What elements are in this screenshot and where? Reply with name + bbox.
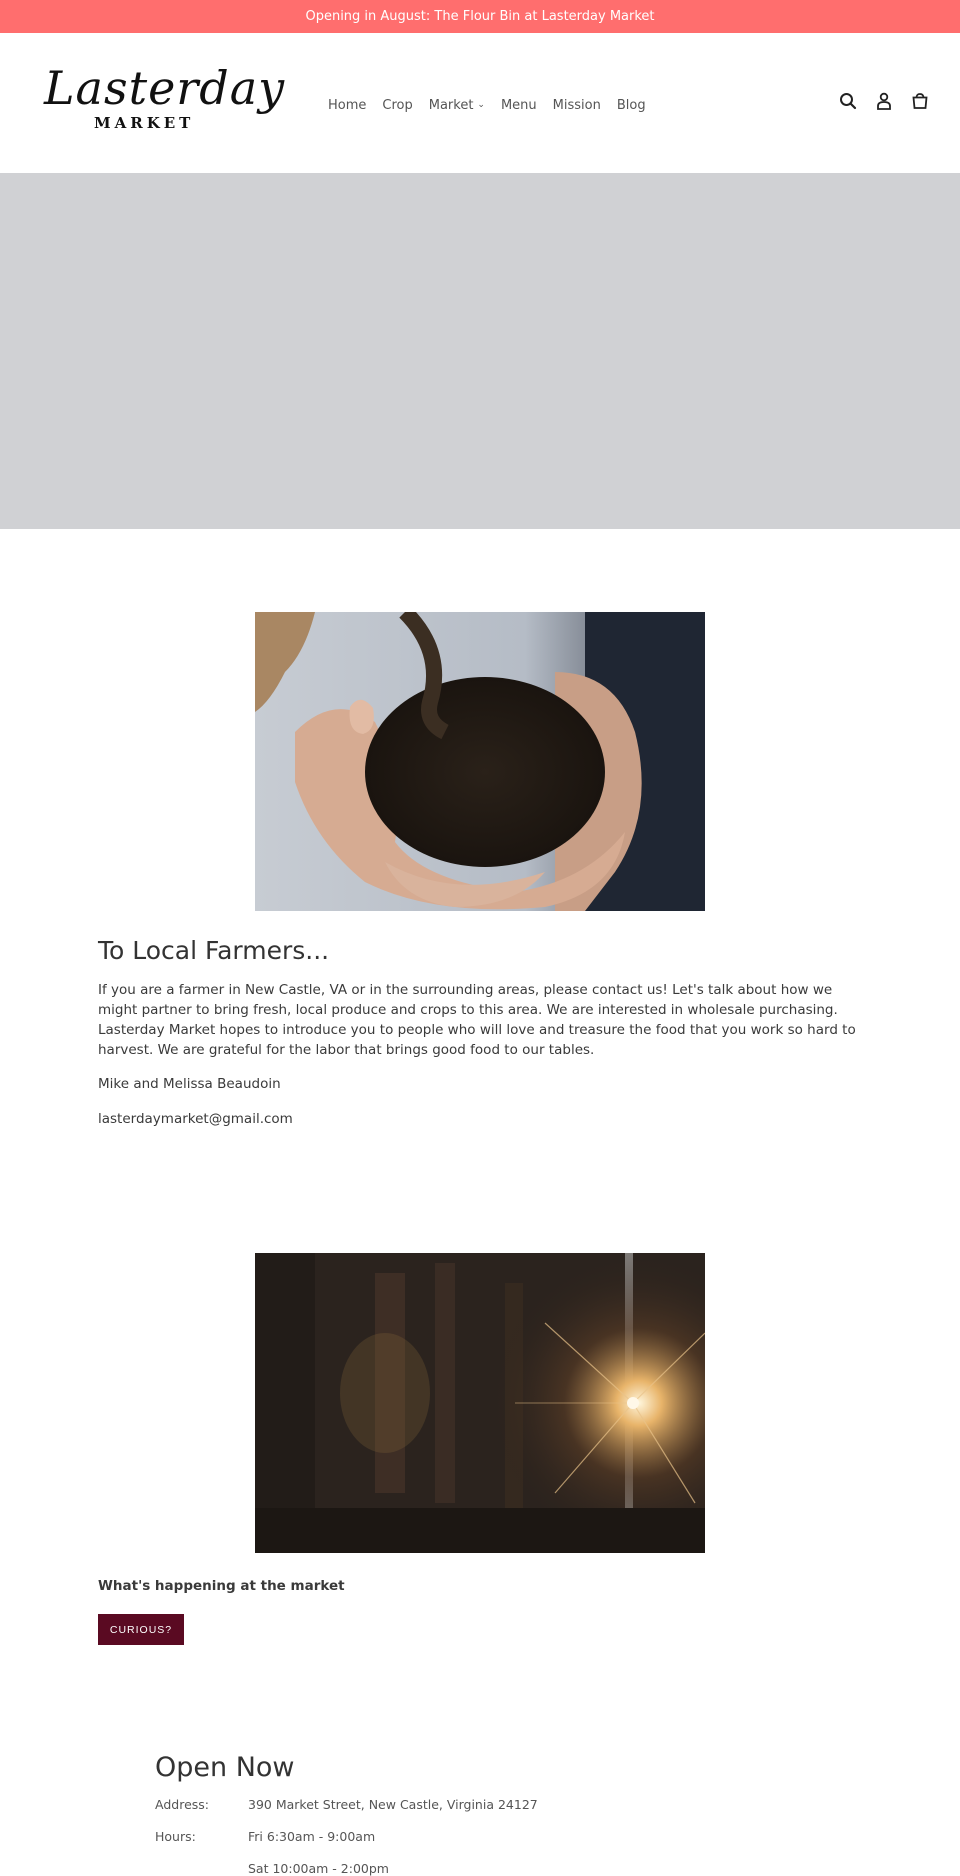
logo-sub: MARKET: [94, 114, 195, 132]
logo[interactable]: [44, 61, 286, 137]
farmers-body: If you are a farmer in New Castle, VA or in the surrounding areas, please contact us! Let's talk about how we might partner to bring fresh, local produce and crops to this area. We are interested in wholesale purchasing. Lasterday Market hopes to introduce you to people who will love and treasure the food that you work so hard to harvest. We are grateful for the labor that brings good food to our tables.: [98, 982, 856, 1058]
nav-market[interactable]: [421, 93, 493, 117]
nav-market-label: Market: [428, 97, 474, 113]
address-label: Address:: [155, 1797, 209, 1812]
hours-fri: Fri 6:30am - 9:00am: [248, 1829, 376, 1844]
open-heading: Open Now: [155, 1752, 295, 1783]
hours-row: [155, 1829, 375, 1844]
address-value: 390 Market Street, New Castle, Virginia 24127: [248, 1797, 538, 1812]
hands-soil-image: [255, 612, 705, 911]
farmers-names: Mike and Melissa Beaudoin: [98, 1076, 281, 1092]
hero-image-placeholder: [0, 173, 960, 529]
logo-script: Lasterday: [44, 61, 286, 115]
barn-light-image: [255, 1253, 705, 1553]
nav-blog[interactable]: [609, 93, 654, 117]
nav-mission-label: Mission: [552, 97, 601, 113]
address-row: [155, 1797, 538, 1812]
nav-blog-label: Blog: [616, 97, 646, 113]
nav-menu-label: Menu: [500, 97, 537, 113]
nav-home[interactable]: [320, 93, 374, 117]
market-text: What's happening at the market: [98, 1578, 345, 1594]
nav-home-label: Home: [328, 97, 367, 113]
nav-mission[interactable]: [545, 93, 609, 117]
account-icon[interactable]: [874, 91, 894, 111]
farmers-email: lasterdaymarket@gmail.com: [98, 1111, 293, 1127]
chevron-down-icon: ⌄: [477, 100, 485, 110]
farmers-heading: To Local Farmers...: [98, 936, 330, 965]
nav-menu[interactable]: [493, 93, 545, 117]
header-icons: [838, 91, 930, 111]
curious-button[interactable]: CURIOUS?: [98, 1614, 184, 1645]
site-header: [0, 33, 960, 173]
search-icon[interactable]: [838, 91, 858, 111]
cart-icon[interactable]: [910, 91, 930, 111]
announcement-bar[interactable]: Opening in August: The Flour Bin at Lasterday Market: [0, 0, 960, 33]
hours-sat: Sat 10:00am - 2:00pm: [248, 1861, 389, 1876]
main-nav: [320, 93, 654, 117]
hours-label: Hours:: [155, 1829, 196, 1844]
nav-crop-label: Crop: [382, 97, 413, 113]
nav-crop[interactable]: [374, 93, 420, 117]
